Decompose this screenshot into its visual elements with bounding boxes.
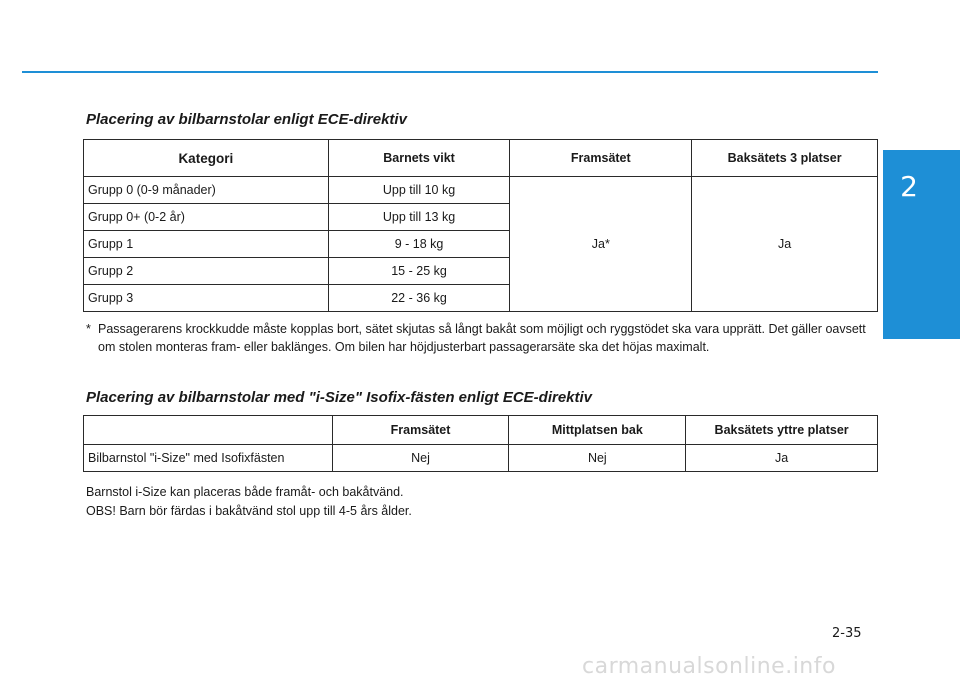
footnote-text: Passagerarens krockkudde måste kopplas bort, sätet skjutas så långt bakåt som möjligt och ryggstödet ska vara upprätt. Det gäller oavsett om stolen monteras fram- eller baklänges. Om bilen har höjdjusterbart passagerarsäte ska det höjas maximalt.: [98, 322, 866, 354]
header-framsatet: Framsätet: [510, 140, 692, 177]
row-weight: Upp till 13 kg: [328, 204, 510, 231]
row-category: Grupp 2: [84, 258, 329, 285]
table-header-row: [84, 416, 878, 445]
rear-outer-value: Ja: [686, 445, 878, 472]
chapter-tab: [883, 150, 960, 482]
rear-middle-value: Nej: [509, 445, 686, 472]
row-category: Grupp 1: [84, 231, 329, 258]
front-seat-value: Ja*: [510, 177, 692, 312]
chapter-number: 2: [900, 170, 918, 203]
row-label: Bilbarnstol "i-Size" med Isofixfästen: [84, 445, 333, 472]
row-weight: 15 - 25 kg: [328, 258, 510, 285]
row-weight: 9 - 18 kg: [328, 231, 510, 258]
header-framsatet: Framsätet: [332, 416, 509, 445]
ece-table: [83, 139, 878, 312]
header-baksatets-platser: Baksätets 3 platser: [692, 140, 878, 177]
header-mittplatsen-bak: Mittplatsen bak: [509, 416, 686, 445]
row-category: Grupp 3: [84, 285, 329, 312]
header-empty: [84, 416, 333, 445]
chapter-title: Säten och säkerhet: [904, 350, 919, 482]
row-category: Grupp 0+ (0-2 år): [84, 204, 329, 231]
footnote: [86, 320, 882, 356]
page-number: 2-35: [832, 626, 862, 641]
rear-seat-value: Ja: [692, 177, 878, 312]
row-category: Grupp 0 (0-9 månader): [84, 177, 329, 204]
section2-title: Placering av bilbarnstolar med "i-Size" Isofix-fästen enligt ECE-direktiv: [86, 389, 593, 406]
header-barnets-vikt: Barnets vikt: [328, 140, 510, 177]
section1-title: Placering av bilbarnstolar enligt ECE-direktiv: [86, 111, 407, 128]
header-kategori: Kategori: [84, 140, 329, 177]
isize-table: [83, 415, 878, 472]
watermark: carmanualsonline.info: [582, 654, 836, 679]
footnote-marker: *: [86, 322, 91, 336]
header-yttre-platser: Baksätets yttre platser: [686, 416, 878, 445]
row-weight: 22 - 36 kg: [328, 285, 510, 312]
paragraph-obs: OBS! Barn bör färdas i bakåtvänd stol upp till 4-5 års ålder.: [86, 504, 412, 518]
paragraph-isize: Barnstol i-Size kan placeras både framåt- och bakåtvänd.: [86, 485, 404, 499]
table-row: [84, 177, 878, 204]
top-rule: [22, 71, 878, 73]
row-weight: Upp till 10 kg: [328, 177, 510, 204]
table-header-row: [84, 140, 878, 177]
front-seat-value: Nej: [332, 445, 509, 472]
table-row: [84, 445, 878, 472]
